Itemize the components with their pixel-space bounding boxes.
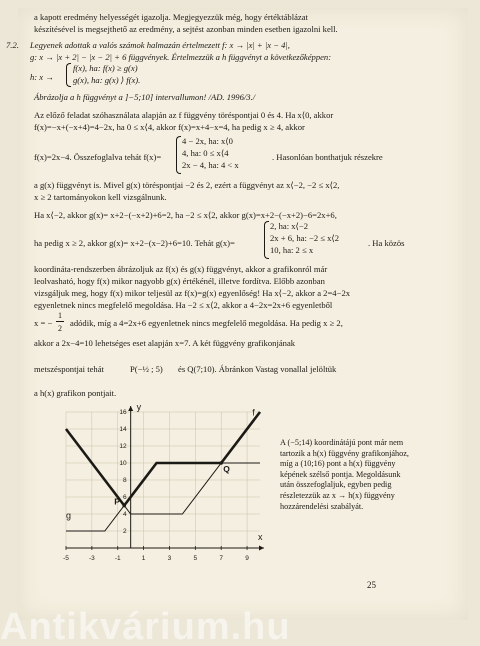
series-h bbox=[66, 412, 260, 506]
text-line: a kapott eredmény helyességét igazolja. Megjegyezzük még, hogy értéktáblázat bbox=[34, 12, 308, 22]
x-tick-label: 5 bbox=[193, 555, 198, 562]
text-line: a h(x) grafikon pontjait. bbox=[34, 388, 117, 398]
x-tick-label: -3 bbox=[88, 555, 95, 562]
text-line: és Q(7;10). Ábránkon Vastag vonallal jelöltük bbox=[178, 364, 337, 374]
point-P bbox=[122, 504, 126, 508]
f-brace bbox=[176, 136, 181, 174]
series-label-f: f bbox=[252, 407, 255, 418]
g-case: 2x + 6, ha: −2 ≤ x⟨2 bbox=[270, 233, 340, 243]
y-tick-label: 14 bbox=[119, 426, 127, 433]
point-label-Q: Q bbox=[223, 464, 230, 474]
text-line: . Ha közös bbox=[368, 238, 405, 248]
series-label-g: g bbox=[66, 510, 72, 521]
text-line: f(x)=2x−4. Összefoglalva tehát f(x)= bbox=[34, 152, 162, 162]
g-case: 10, ha: 2 ≤ x bbox=[270, 245, 314, 255]
text-line: x ≥ 2 tartományokon kell vizsgálnunk. bbox=[34, 192, 167, 202]
text-line: a g(x) függvényt is. Mivel g(x) töréspontjai −2 és 2, ezért a függvényt az x⟨−2, −2 ≤ x⟨2, bbox=[34, 180, 340, 190]
text-line: . Hasonlóan bonthatjuk részekre bbox=[272, 152, 383, 162]
x-tick-label: -5 bbox=[63, 555, 69, 562]
text-line: metszéspontjai tehát bbox=[34, 364, 104, 374]
g-brace bbox=[264, 221, 269, 259]
x-tick-label: 3 bbox=[167, 555, 172, 562]
graph-axes bbox=[66, 402, 264, 551]
y-axis-label: y bbox=[136, 402, 142, 412]
text-line: ha pedig x ≥ 2, akkor g(x)= x+2−(x−2)+6=10. Tehát g(x)= bbox=[34, 238, 235, 248]
f-case: 2x − 4, ha: 4 < x bbox=[182, 160, 239, 170]
f-case: 4 − 2x, ha: x⟨0 bbox=[182, 136, 233, 146]
text-line: Ábrázolja a h függvényt a ]−5;10] intervallumon! /AD. 1996/3./ bbox=[34, 92, 256, 102]
h-brace bbox=[66, 63, 71, 87]
y-tick-label: 4 bbox=[123, 511, 127, 518]
y-tick-label: 8 bbox=[123, 477, 127, 484]
y-tick-label: 12 bbox=[119, 443, 127, 450]
y-tick-label: 16 bbox=[119, 409, 127, 416]
y-tick-label: 10 bbox=[119, 460, 127, 467]
text-line: g: x → |x + 2| − |x − 2| + 6 függvények. Értelmezzük a h függvényt a következőképpen: bbox=[30, 52, 332, 62]
function-graph bbox=[44, 400, 272, 570]
text-line: akkor a 2x−4=10 lehetséges eset alapján x=7. A két függvény grafikonjának bbox=[34, 338, 296, 348]
h-case: f(x), ha: f(x) ≥ g(x) bbox=[73, 63, 138, 73]
problem-number: 7.2. bbox=[6, 40, 19, 50]
text-line: Az előző feladat szóhasználata alapján az f függvény töréspontjai 0 és 4. Ha x⟨0, akkor bbox=[34, 110, 334, 120]
fraction-denominator: 2 bbox=[58, 324, 62, 333]
graph-points bbox=[114, 461, 230, 507]
text-line: készítésével is megsejthető az eredmény, a sejtést azonban minden esetben igazolni kell. bbox=[34, 24, 338, 34]
y-tick-label: 6 bbox=[123, 494, 127, 501]
fraction-bar bbox=[56, 321, 64, 322]
x-tick-label: 1 bbox=[141, 555, 146, 562]
h-case: g(x), ha: g(x) ⟩ f(x). bbox=[73, 75, 141, 85]
y-axis-arrow bbox=[128, 406, 133, 411]
y-tick-label: 2 bbox=[123, 528, 127, 535]
point-p-label: P(−½ ; 5) bbox=[130, 364, 163, 374]
fraction-numerator: 1 bbox=[58, 311, 62, 320]
x-axis-label: x bbox=[258, 532, 263, 542]
graph-series bbox=[66, 407, 260, 531]
text-line: vizsgáljuk meg, hogy f(x) mikor teljesül az f(x)=g(x) egyenlőség! Ha x⟨−2, akkor a 2=4−2x bbox=[34, 288, 351, 298]
text-line: Ha x⟨−2, akkor g(x)= x+2−(−x+2)+6=2, ha −2 ≤ x⟨2, akkor g(x)=x+2−(−x+2)−6=2x+6, bbox=[34, 210, 337, 220]
x-tick-label: 9 bbox=[245, 555, 249, 562]
text-line: Legyenek adottak a valós számok halmazán értelmezett f: x → |x| + |x − 4|, bbox=[30, 40, 290, 50]
text-line: koordináta-rendszerben ábrázoljuk az f(x) és g(x) függvényt, akkor a grafikonról már bbox=[34, 264, 328, 274]
x-tick-label: -1 bbox=[114, 555, 121, 562]
h-label: h: x → bbox=[30, 72, 54, 82]
text-line: leolvasható, hogy f(x) mikor nagyobb g(x) értékénél, illetve fordítva. Előbb azonban bbox=[34, 276, 325, 286]
watermark: Antikvárium.hu bbox=[0, 606, 291, 646]
f-case: 4, ha: 0 ≤ x⟨4 bbox=[182, 148, 229, 158]
g-case: 2, ha: x⟨−2 bbox=[270, 221, 309, 231]
x-axis-arrow bbox=[259, 546, 264, 551]
book-page bbox=[6, 8, 468, 620]
text-line: f(x)=−x+(−x+4)=4−2x, ha 0 ≤ x⟨4, akkor f(x)=x+4−x=4, ha pedig x ≥ 4, akkor bbox=[34, 122, 305, 132]
graph-caption: A (−5;14) koordinátájú pont már nem tartozik a h(x) függvény grafikonjához, míg a (10;16) pont a h(x) függvény képének szélső pontja. Megoldásunk után összefoglaljuk, egyben pedig részletezzük az x → h(x) függvény hozzárendelési szabályát. bbox=[280, 438, 409, 511]
point-label-P: P bbox=[114, 496, 120, 507]
text-line: adódik, míg a 4=2x+6 egyenletnek nincs megfelelő megoldása. Ha pedig x ≥ 2, bbox=[70, 318, 343, 328]
text-line: egyenletnek nincs megfelelő megoldása. Ha −2 ≤ x⟨2, akkor a 4−2x=2x+6 egyenletből bbox=[34, 300, 333, 310]
page-number: 25 bbox=[367, 580, 376, 590]
graph-grid bbox=[66, 412, 260, 548]
text-line: x = − bbox=[34, 318, 53, 328]
x-tick-label: 7 bbox=[219, 555, 224, 562]
